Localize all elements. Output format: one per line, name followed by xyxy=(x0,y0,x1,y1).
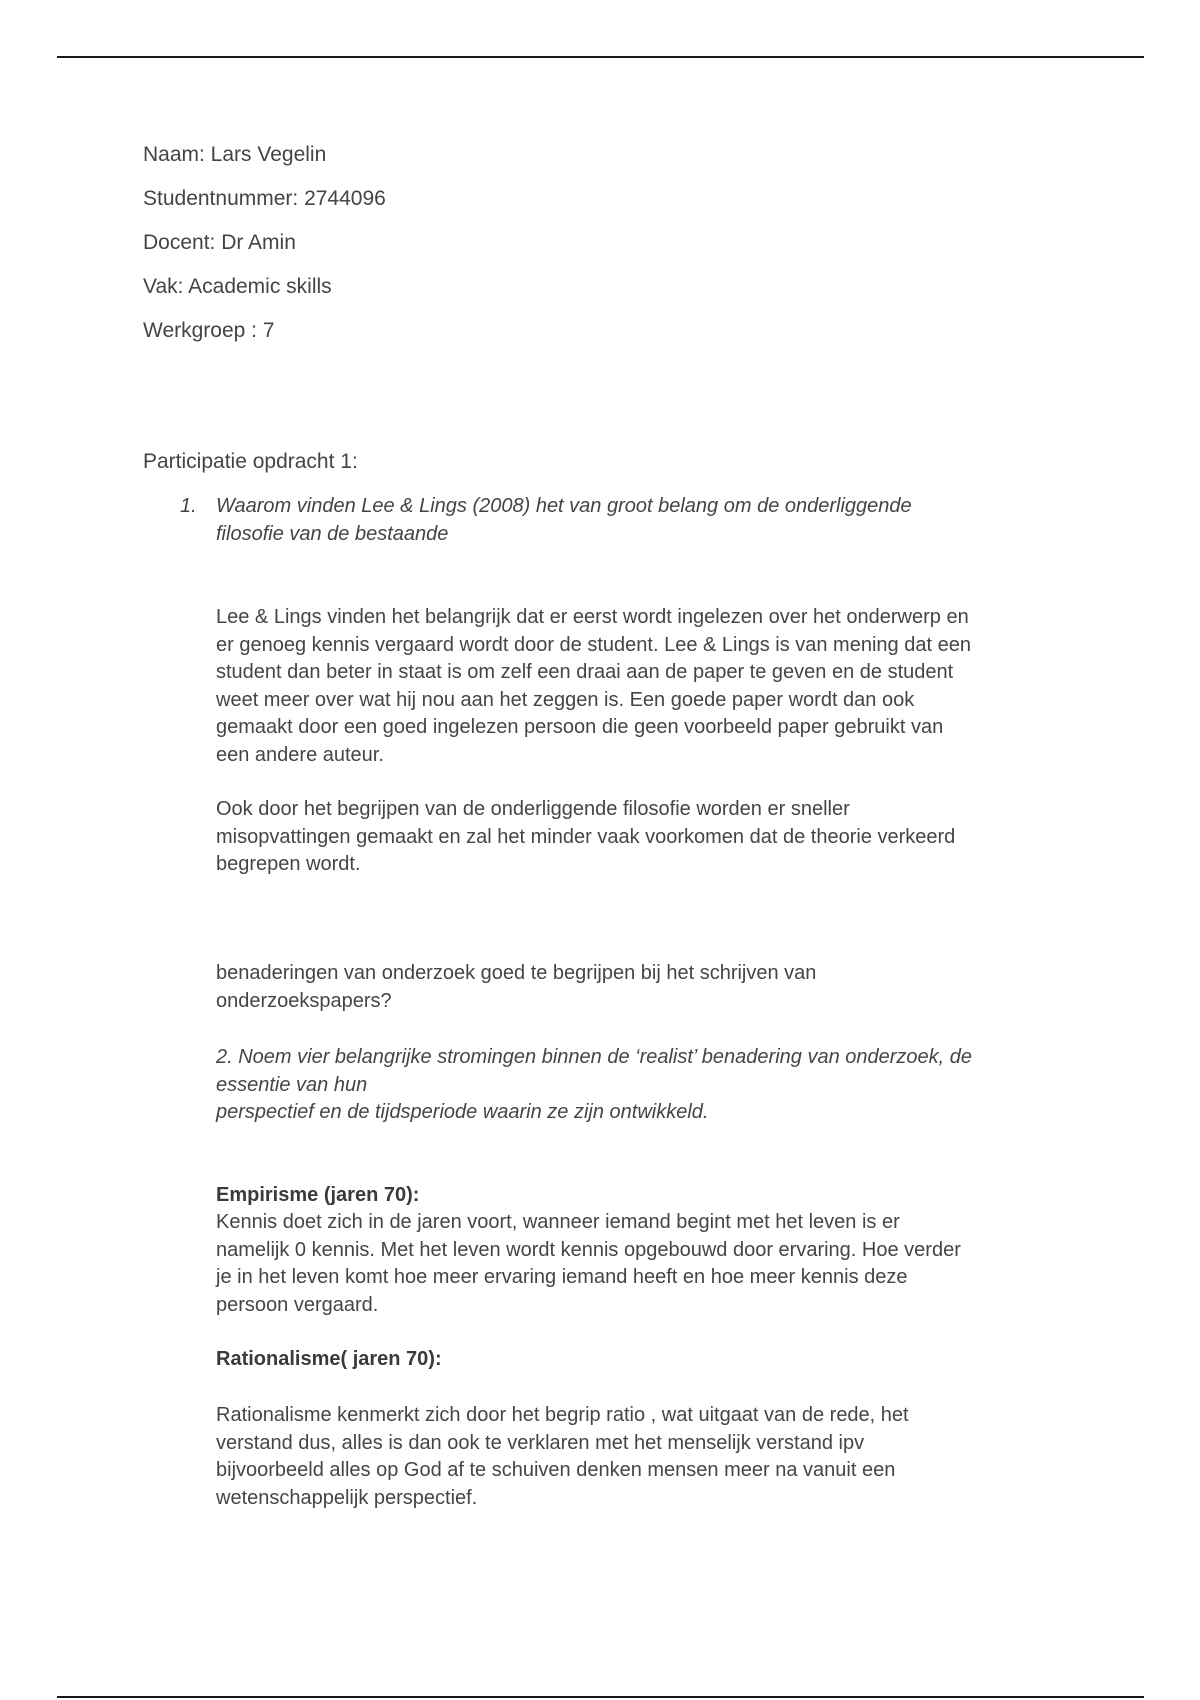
student-number: Studentnummer: 2744096 xyxy=(143,187,386,210)
question-1-number: 1. xyxy=(180,495,197,517)
student-name: Naam: Lars Vegelin xyxy=(143,143,327,166)
paragraph-line: weet meer over wat hij nou aan het zeggen is. Een goede paper wordt dan ook xyxy=(216,688,915,711)
paragraph-line: je in het leven komt hoe meer ervaring iemand heeft en hoe meer kennis deze xyxy=(216,1266,908,1288)
paragraph-line: verstand dus, alles is dan ook te verklaren met het menselijk verstand ipv xyxy=(216,1431,865,1454)
paragraph-line: wetenschappelijk perspectief. xyxy=(216,1486,478,1509)
paragraph-line: Kennis doet zich in de jaren voort, wanneer iemand begint met het leven is er xyxy=(216,1211,900,1233)
paragraph-line: benaderingen van onderzoek goed te begrijpen bij het schrijven van xyxy=(216,962,817,984)
paragraph-line: een andere auteur. xyxy=(216,743,384,766)
paragraph-line: begrepen wordt. xyxy=(216,853,361,875)
assignment-title: Participatie opdracht 1: xyxy=(143,450,358,473)
paragraph-line: onderzoekspapers? xyxy=(216,989,392,1012)
course-name: Vak: Academic skills xyxy=(143,275,332,298)
empiricism-paragraph xyxy=(216,1209,1066,1319)
paragraph-line: student dan beter in staat is om zelf een draai aan de paper te geven en de student xyxy=(216,661,954,683)
paragraph-line: Rationalisme kenmerkt zich door het begrip ratio , wat uitgaat van de rede, het xyxy=(216,1404,909,1426)
question-1-text xyxy=(216,492,1060,548)
top-horizontal-rule xyxy=(57,56,1144,58)
work-group: Werkgroep : 7 xyxy=(143,319,275,342)
question-1-continuation xyxy=(216,960,1066,1015)
paragraph-line: gemaakt door een goed ingelezen persoon die geen voorbeeld paper gebruikt van xyxy=(216,716,944,738)
bottom-horizontal-rule xyxy=(57,1696,1144,1698)
teacher-name: Docent: Dr Amin xyxy=(143,231,296,254)
paragraph-line: Ook door het begrijpen van de onderliggende filosofie worden er sneller xyxy=(216,798,850,820)
answer-1-paragraph-2 xyxy=(216,796,1066,879)
paragraph-line: persoon vergaard. xyxy=(216,1293,379,1316)
question-1-line: filosofie van de bestaande xyxy=(216,523,449,545)
paragraph-line: namelijk 0 kennis. Met het leven wordt kennis opgebouwd door ervaring. Hoe verder xyxy=(216,1238,961,1261)
paragraph-line: er genoeg kennis vergaard wordt door de student. Lee & Lings is van mening dat een xyxy=(216,633,971,656)
student-info-block xyxy=(143,143,386,363)
question-2-line: 2. Noem vier belangrijke stromingen binnen de ‘realist’ benadering van onderzoek, de xyxy=(216,1046,973,1068)
rationalism-heading: Rationalisme( jaren 70): xyxy=(216,1348,442,1370)
question-2 xyxy=(216,1044,1066,1127)
paragraph-line: misopvattingen gemaakt en zal het minder vaak voorkomen dat de theorie verkeerd xyxy=(216,825,956,848)
answer-1-paragraph-1 xyxy=(216,604,1066,769)
question-1-line: Waarom vinden Lee & Lings (2008) het van groot belang om de onderliggende xyxy=(216,495,912,517)
question-1 xyxy=(180,492,1060,548)
paragraph-line: Lee & Lings vinden het belangrijk dat er eerst wordt ingelezen over het onderwerp en xyxy=(216,606,969,628)
question-2-line: perspectief en de tijdsperiode waarin ze zijn ontwikkeld. xyxy=(216,1101,709,1123)
rationalism-paragraph xyxy=(216,1402,1066,1512)
question-2-line: essentie van hun xyxy=(216,1073,368,1096)
paragraph-line: bijvoorbeeld alles op God af te schuiven denken mensen meer na vanuit een xyxy=(216,1459,896,1481)
empiricism-heading: Empirisme (jaren 70): xyxy=(216,1184,420,1206)
